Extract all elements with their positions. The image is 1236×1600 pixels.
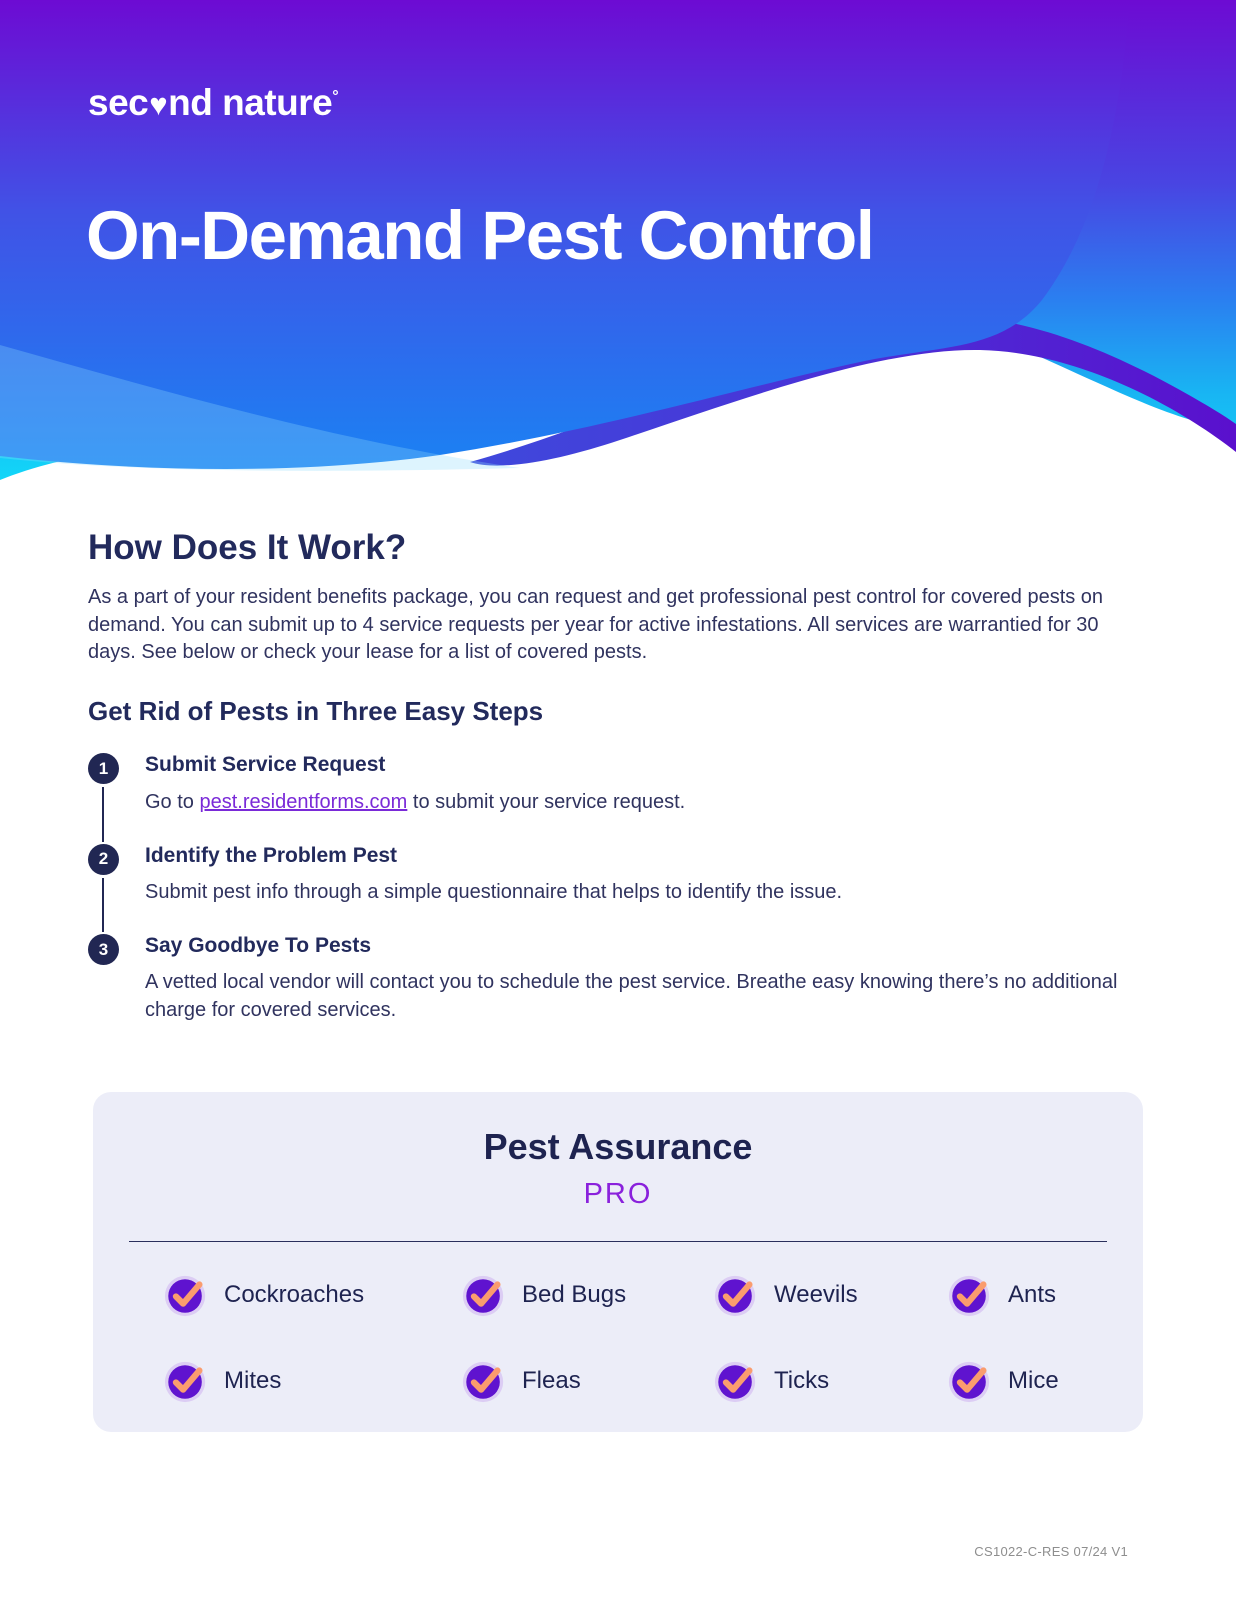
pest-item bbox=[163, 1272, 461, 1318]
card-title: Pest Assurance bbox=[483, 1126, 753, 1167]
pest-label: Ants bbox=[1008, 1281, 1057, 1308]
step-number-badge: 2 bbox=[88, 844, 119, 875]
pest-item bbox=[461, 1272, 713, 1318]
step-title: Identify the Problem Pest bbox=[145, 843, 398, 867]
card-tier-badge: PRO bbox=[583, 1178, 653, 1210]
page-title: On-Demand Pest Control bbox=[86, 197, 874, 275]
intro-paragraph: As a part of your resident benefits package, you can request and get professional pest control for covered pests on demand. You can submit up to 4 service requests per year for active infestations. All services are warrantied for 30 days. See below or check your lease for a list of covered pests. bbox=[88, 586, 1104, 664]
pest-grid bbox=[93, 1272, 1143, 1404]
logo-text-pre: sec bbox=[88, 82, 149, 123]
pest-assurance-card bbox=[93, 1092, 1143, 1432]
check-icon bbox=[947, 1358, 993, 1404]
step-title: Submit Service Request bbox=[145, 753, 386, 777]
pest-label: Weevils bbox=[774, 1281, 858, 1308]
document-code: CS1022-C-RES 07/24 V1 bbox=[974, 1544, 1128, 1559]
step-item-1 bbox=[88, 751, 1148, 815]
pest-label: Bed Bugs bbox=[522, 1281, 627, 1308]
step-body: A vetted local vendor will contact you to schedule the pest service. Breathe easy knowing there’s no additional charge for covered services. bbox=[145, 971, 1118, 1022]
pest-item bbox=[713, 1272, 947, 1318]
step-title: Say Goodbye To Pests bbox=[145, 934, 372, 958]
pest-item bbox=[461, 1358, 713, 1404]
check-icon bbox=[163, 1272, 209, 1318]
logo-text-post: nd nature bbox=[168, 82, 333, 123]
step-item-3 bbox=[88, 932, 1148, 1024]
pest-item bbox=[713, 1358, 947, 1404]
check-icon bbox=[947, 1272, 993, 1318]
check-icon bbox=[163, 1358, 209, 1404]
check-icon bbox=[713, 1272, 759, 1318]
step-body: Submit pest info through a simple questionnaire that helps to identify the issue. bbox=[145, 881, 843, 904]
heart-icon: ♥ bbox=[149, 87, 168, 122]
service-request-link[interactable]: pest.residentforms.com bbox=[199, 790, 408, 813]
step-number-badge: 1 bbox=[88, 753, 119, 784]
step-body bbox=[145, 788, 1148, 816]
pest-label: Mites bbox=[224, 1367, 282, 1394]
pest-item bbox=[947, 1358, 1143, 1404]
trademark-icon: ° bbox=[332, 88, 339, 105]
pest-label: Ticks bbox=[774, 1367, 830, 1394]
check-icon bbox=[461, 1272, 507, 1318]
pest-label: Fleas bbox=[522, 1367, 581, 1394]
check-icon bbox=[461, 1358, 507, 1404]
step-number-badge: 3 bbox=[88, 934, 119, 965]
brand-logo bbox=[88, 82, 338, 124]
steps-heading: Get Rid of Pests in Three Easy Steps bbox=[88, 696, 544, 727]
pest-item bbox=[947, 1272, 1143, 1318]
check-icon bbox=[713, 1358, 759, 1404]
card-divider bbox=[129, 1241, 1107, 1242]
main-content bbox=[88, 528, 1148, 1050]
pest-label: Cockroaches bbox=[224, 1281, 365, 1308]
how-it-works-heading: How Does It Work? bbox=[88, 528, 407, 567]
step-body-pre: Go to bbox=[145, 790, 200, 813]
step-body-post: to submit your service request. bbox=[407, 790, 686, 813]
step-item-2 bbox=[88, 842, 1148, 906]
pest-item bbox=[163, 1358, 461, 1404]
pest-label: Mice bbox=[1008, 1367, 1059, 1394]
steps-list bbox=[88, 751, 1148, 1024]
